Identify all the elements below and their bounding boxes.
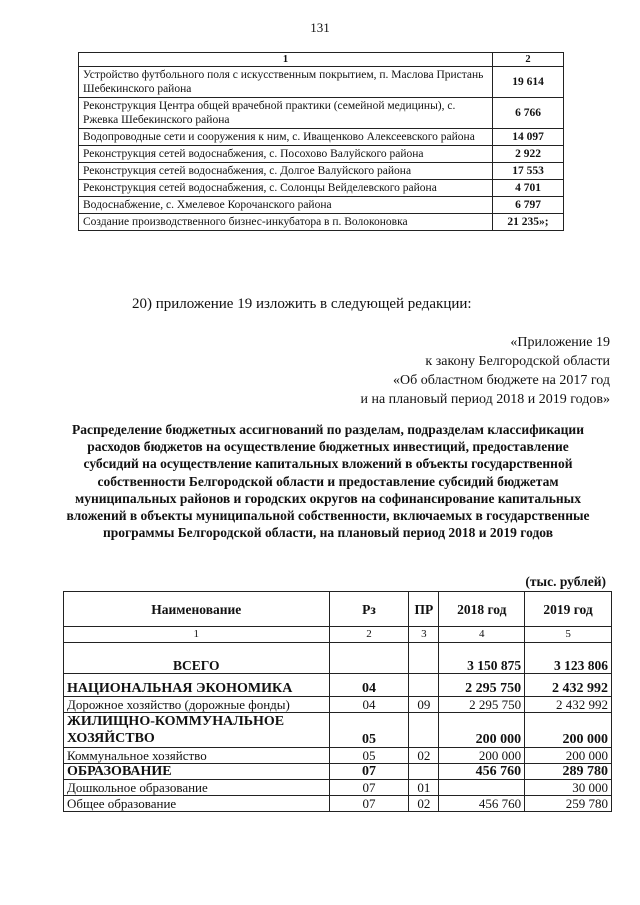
header-pr: ПР xyxy=(409,592,439,627)
project-name: Реконструкция сетей водоснабжения, с. Долгое Валуйского района xyxy=(79,163,493,180)
table-row xyxy=(79,129,564,146)
table-row-section xyxy=(64,713,612,748)
project-name: Водопроводные сети и сооружения к ним, с. Иващенково Алексеевского района xyxy=(79,129,493,146)
project-value: 14 097 xyxy=(493,129,564,146)
appendix-line: «Приложение 19 xyxy=(510,335,610,350)
row-name: ОБРАЗОВАНИЕ xyxy=(64,764,330,780)
column-header: 1 xyxy=(79,53,493,67)
project-name: Реконструкция сетей водоснабжения, с. Посохово Валуйского района xyxy=(79,146,493,163)
table-row-section xyxy=(64,674,612,697)
row-rz: 07 xyxy=(329,796,409,812)
row-2018: 2 295 750 xyxy=(439,697,525,713)
index-cell: 2 xyxy=(329,627,409,643)
row-2019: 200 000 xyxy=(525,748,612,764)
project-name: Создание производственного бизнес-инкубатора в п. Волоконовка xyxy=(79,214,493,231)
row-2019: 2 432 992 xyxy=(525,674,612,697)
header-2018: 2018 год xyxy=(439,592,525,627)
row-name: ЖИЛИЩНО-КОММУНАЛЬНОЕ ХОЗЯЙСТВО xyxy=(64,713,330,748)
project-value: 17 553 xyxy=(493,163,564,180)
table-row xyxy=(79,180,564,197)
units-label: (тыс. рублей) xyxy=(525,574,606,589)
row-name: Дошкольное образование xyxy=(64,780,330,796)
row-2019: 2 432 992 xyxy=(525,697,612,713)
row-rz: 04 xyxy=(329,674,409,697)
table-row xyxy=(64,697,612,713)
appendix-line: и на плановый период 2018 и 2019 годов» xyxy=(360,392,610,407)
row-pr xyxy=(409,764,439,780)
project-name: Устройство футбольного поля с искусственным покрытием, п. Маслова Пристань Шебекинского района xyxy=(79,67,493,98)
header-rz: Рз xyxy=(329,592,409,627)
row-2018 xyxy=(439,780,525,796)
index-cell: 1 xyxy=(64,627,330,643)
row-2018: 456 760 xyxy=(439,796,525,812)
column-header: 2 xyxy=(493,53,564,67)
table-header-row xyxy=(79,53,564,67)
project-value: 4 701 xyxy=(493,180,564,197)
row-pr xyxy=(409,674,439,697)
appendix-line: к закону Белгородской области xyxy=(425,354,610,369)
row-rz: 07 xyxy=(329,780,409,796)
row-2018: 200 000 xyxy=(439,748,525,764)
row-2018: 3 150 875 xyxy=(439,643,525,674)
row-2019: 3 123 806 xyxy=(525,643,612,674)
table-row-section xyxy=(64,764,612,780)
table-row xyxy=(64,748,612,764)
row-2018: 200 000 xyxy=(439,713,525,748)
row-pr: 09 xyxy=(409,697,439,713)
row-rz: 05 xyxy=(329,713,409,748)
table-row xyxy=(79,214,564,231)
row-pr: 02 xyxy=(409,748,439,764)
row-rz: 07 xyxy=(329,764,409,780)
row-pr: 02 xyxy=(409,796,439,812)
project-name: Реконструкция сетей водоснабжения, с. Солонцы Вейделевского района xyxy=(79,180,493,197)
table-row xyxy=(79,146,564,163)
row-rz xyxy=(329,643,409,674)
index-row xyxy=(64,627,612,643)
projects-table xyxy=(78,52,564,231)
row-2019: 259 780 xyxy=(525,796,612,812)
row-pr: 01 xyxy=(409,780,439,796)
row-name: НАЦИОНАЛЬНАЯ ЭКОНОМИКА xyxy=(64,674,330,697)
budget-table xyxy=(63,591,612,812)
row-pr xyxy=(409,713,439,748)
table-header-row xyxy=(64,592,612,627)
project-value: 19 614 xyxy=(493,67,564,98)
appendix-line: «Об областном бюджете на 2017 год xyxy=(393,373,610,388)
header-2019: 2019 год xyxy=(525,592,612,627)
row-rz: 04 xyxy=(329,697,409,713)
document-title: Распределение бюджетных ассигнований по разделам, подразделам классификации расходов бюджетов на осуществление бюджетных инвестиций, предоставление субсидий на осуществление капитальных вложений в объекты государственной собственности Белгородской области и предоставление субсидий бюджетам муниципальных районов и городских округов на софинансирование капитальных вложений в объекты муниципальной собственности, включаемых в государственные программы Белгородской области, на плановый период 2018 и 2019 годов xyxy=(66,422,590,541)
amendment-instruction: 20) приложение 19 изложить в следующей редакции: xyxy=(132,296,472,312)
row-2018: 2 295 750 xyxy=(439,674,525,697)
row-pr xyxy=(409,643,439,674)
table-row xyxy=(79,197,564,214)
project-value: 6 766 xyxy=(493,98,564,129)
header-name: Наименование xyxy=(64,592,330,627)
appendix-heading xyxy=(360,333,610,409)
project-value: 6 797 xyxy=(493,197,564,214)
row-name: Коммунальное хозяйство xyxy=(64,748,330,764)
table-row xyxy=(79,67,564,98)
table-row xyxy=(64,796,612,812)
table-row xyxy=(64,780,612,796)
project-name: Водоснабжение, с. Хмелевое Корочанского района xyxy=(79,197,493,214)
index-cell: 4 xyxy=(439,627,525,643)
row-name: Дорожное хозяйство (дорожные фонды) xyxy=(64,697,330,713)
table-row-total xyxy=(64,643,612,674)
table-row xyxy=(79,163,564,180)
project-name: Реконструкция Центра общей врачебной практики (семейной медицины), с. Ржевка Шебекинского района xyxy=(79,98,493,129)
row-2018: 456 760 xyxy=(439,764,525,780)
project-value: 2 922 xyxy=(493,146,564,163)
row-2019: 200 000 xyxy=(525,713,612,748)
row-name: ВСЕГО xyxy=(64,643,330,674)
page-number: 131 xyxy=(310,20,330,35)
row-2019: 289 780 xyxy=(525,764,612,780)
row-rz: 05 xyxy=(329,748,409,764)
row-name: Общее образование xyxy=(64,796,330,812)
index-cell: 3 xyxy=(409,627,439,643)
row-2019: 30 000 xyxy=(525,780,612,796)
index-cell: 5 xyxy=(525,627,612,643)
table-row xyxy=(79,98,564,129)
project-value: 21 235»; xyxy=(493,214,564,231)
